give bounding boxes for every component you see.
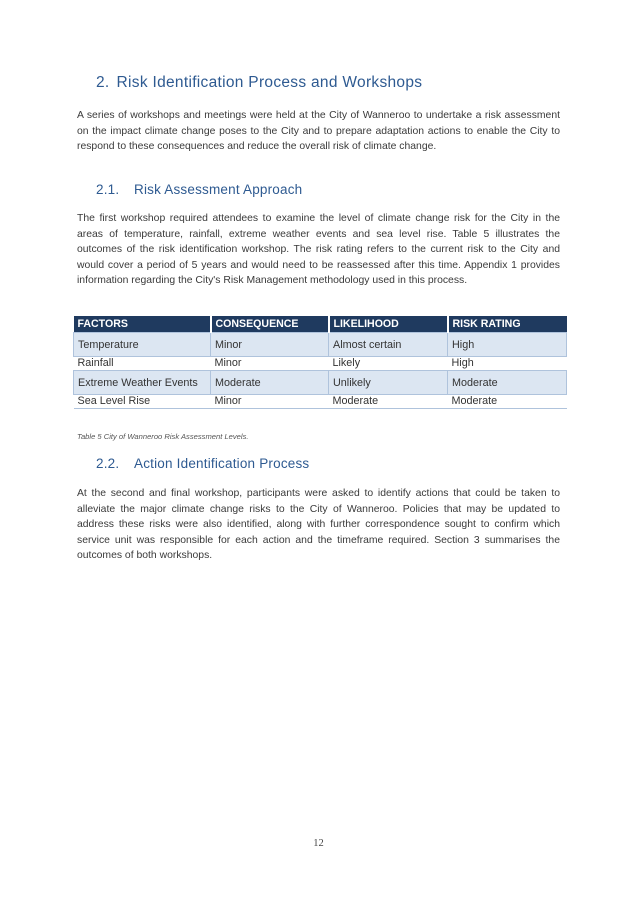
- cell-likelihood: Likely: [332, 357, 361, 369]
- table-row: [74, 395, 567, 409]
- cell-consequence: Moderate: [211, 371, 329, 395]
- cell-risk-rating: Moderate: [448, 371, 567, 395]
- section-2-heading: [96, 74, 422, 92]
- header-consequence: CONSEQUENCE: [211, 316, 329, 333]
- section-2-2-title: Action Identification Process: [134, 456, 310, 471]
- section-2-2-number: 2.2.: [96, 456, 120, 471]
- cell-factor: Extreme Weather Events: [74, 371, 211, 395]
- section-2-1-paragraph: The first workshop required attendees to examine the level of climate change risk for the City in the areas of temperature, rainfall, extreme weather events and sea level rise. Table 5 illustrates the outcomes of the risk identification workshop. The risk rating refers to the current risk to the City and would cover a period of 5 years and would need to be reassessed after this time. Appendix 1 provides information regarding the City's Risk Management methodology used in this process.: [77, 213, 560, 286]
- cell-factor: Temperature: [74, 333, 211, 357]
- section-2-2-paragraph: At the second and final workshop, participants were asked to identify actions that could be taken to alleviate the major climate change risks to the City of Wanneroo. Policies that may be updated to address these risks were also identified, along with further correspondence sought to confirm which service unit was responsible for each action and the timeframe required. Section 3 summarises the outcomes of both workshops.: [77, 488, 560, 561]
- section-2-title: Risk Identification Process and Workshops: [116, 74, 423, 91]
- section-2-1-heading: [96, 182, 302, 197]
- section-2-paragraph: A series of workshops and meetings were held at the City of Wanneroo to undertake a risk assessment on the impact climate change poses to the City and to prepare adaptation actions to enable the City to respond to these consequences and reduce the overall risk of climate change.: [77, 110, 560, 152]
- table-caption: Table 5 City of Wanneroo Risk Assessment Levels.: [77, 432, 249, 441]
- cell-likelihood: Moderate: [329, 395, 448, 409]
- cell-likelihood: Almost certain: [329, 333, 448, 357]
- section-2-2-heading: [96, 456, 309, 471]
- header-risk-rating: RISK RATING: [448, 316, 567, 333]
- table-row: [74, 357, 567, 371]
- table-header-row: [74, 316, 567, 333]
- cell-risk-rating: High: [451, 357, 474, 369]
- table-row: [74, 333, 567, 357]
- section-2-1-title: Risk Assessment Approach: [134, 182, 303, 197]
- cell-risk-rating: High: [448, 333, 567, 357]
- header-likelihood: LIKELIHOOD: [329, 316, 448, 333]
- header-factors: FACTORS: [74, 316, 211, 333]
- cell-consequence: Minor: [214, 357, 242, 369]
- section-2-number: 2.: [96, 74, 110, 91]
- section-2-1-number: 2.1.: [96, 182, 120, 197]
- cell-likelihood: Unlikely: [329, 371, 448, 395]
- cell-factor: Rainfall: [77, 357, 114, 369]
- cell-consequence: Minor: [211, 395, 329, 409]
- page-number: 12: [313, 838, 324, 849]
- cell-consequence: Minor: [211, 333, 329, 357]
- risk-assessment-table: [73, 316, 567, 409]
- cell-risk-rating: Moderate: [448, 395, 567, 409]
- table-row: [74, 371, 567, 395]
- cell-factor: Sea Level Rise: [74, 395, 211, 409]
